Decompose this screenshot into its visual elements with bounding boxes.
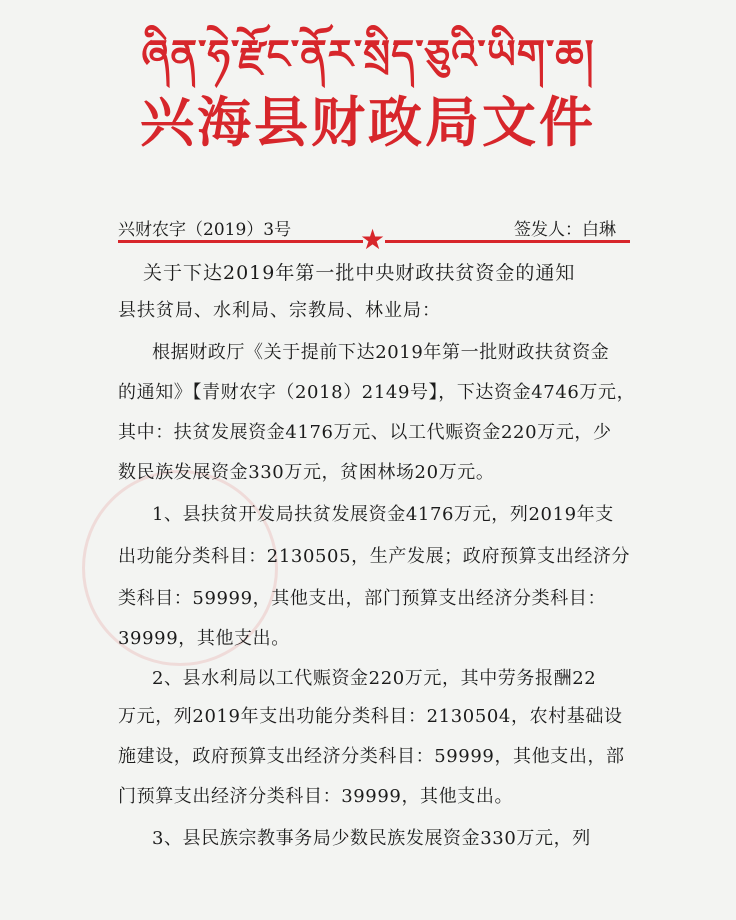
body-line: 数民族发展资金330万元，贫困林场20万元。 xyxy=(118,462,495,483)
recipients: 县扶贫局、水利局、宗教局、林业局： xyxy=(118,300,441,321)
body-line: 1、县扶贫开发局扶贫发展资金4176万元，列2019年支 xyxy=(152,504,614,525)
star-icon: ★ xyxy=(360,223,386,256)
body-line: 施建设，政府预算支出经济分类科目：59999，其他支出，部 xyxy=(118,746,625,767)
red-divider-right xyxy=(385,240,630,243)
notice-title: 关于下达2019年第一批中央财政扶贫资金的通知 xyxy=(143,262,576,284)
body-line: 3、县民族宗教事务局少数民族发展资金330万元，列 xyxy=(152,828,591,849)
body-line: 其中：扶贫发展资金4176万元、以工代赈资金220万元，少 xyxy=(118,422,612,443)
body-line: 出功能分类科目：2130505，生产发展；政府预算支出经济分 xyxy=(118,546,631,567)
body-line: 的通知》【青财农字（2018）2149号】，下达资金4746万元， xyxy=(118,382,636,403)
document-number: 兴财农字（2019）3号 xyxy=(118,220,292,240)
body-line: 根据财政厅《关于提前下达2019年第一批财政扶贫资金 xyxy=(152,342,610,363)
body-line: 类科目：59999，其他支出，部门预算支出经济分类科目： xyxy=(118,588,607,609)
document-issuer-title: 兴海县财政局文件 xyxy=(140,90,596,154)
body-line: 门预算支出经济分类科目：39999，其他支出。 xyxy=(118,786,514,807)
body-line: 2、县水利局以工代赈资金220万元，其中劳务报酬22 xyxy=(152,668,597,689)
tibetan-header: ཞིན་ཧེ་རྫོང་ནོར་སྲིད་ཅུའི་ཡིག་ཆ། xyxy=(141,31,595,78)
body-line: 39999，其他支出。 xyxy=(118,628,290,649)
red-divider-left xyxy=(118,240,363,243)
body-line: 万元，列2019年支出功能分类科目：2130504，农村基础设 xyxy=(118,706,623,727)
signer: 签发人：白琳 xyxy=(514,220,616,240)
